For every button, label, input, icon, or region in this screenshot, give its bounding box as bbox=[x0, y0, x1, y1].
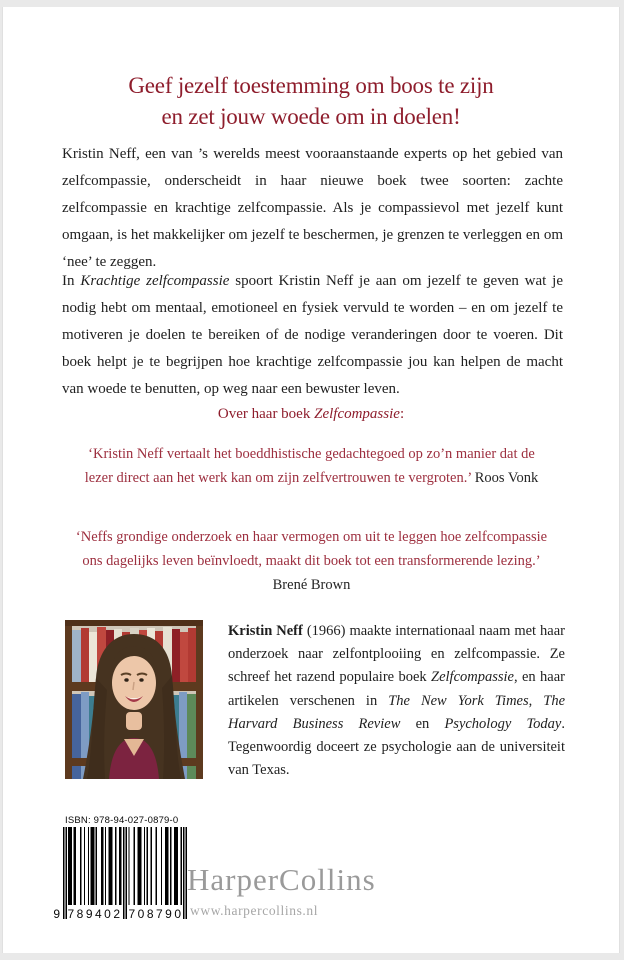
back-cover bbox=[2, 7, 620, 953]
author-bio bbox=[65, 620, 565, 782]
publisher-logo: HarperCollins bbox=[187, 862, 376, 897]
kristin-neff-portrait-graphic bbox=[65, 620, 203, 779]
author-photo bbox=[65, 620, 203, 779]
barcode-bars bbox=[63, 827, 187, 919]
publisher-website: www.harpercollins.nl bbox=[190, 903, 319, 918]
barcode-digits-left: 789402 bbox=[67, 907, 123, 921]
barcode-digit-lead: 9 bbox=[53, 907, 60, 921]
ean13-barcode bbox=[53, 827, 187, 927]
tagline-line-1: Geef jezelf toestemming om boos te zijn bbox=[128, 73, 494, 98]
book-description-paragraph: In Krachtige zelfcompassie spoort Kristin Neff je aan om jezelf te geven wat je nodig hebt om mentaal, emotioneel en fysiek vervuld te worden – en om jezelf te motiveren je doelen te bereiken of de nodige veranderingen door te voeren. Dit boek helpt je te begrijpen hoe krachtige zelfcompassie jou kan helpen de macht van woede te benutten, op weg naar een bewuster leven. bbox=[62, 273, 563, 397]
intro-paragraph: Kristin Neff, een van ’s werelds meest vooraanstaande experts op het gebied van zelfcompassie, onderscheidt in haar nieuwe boek twee soorten: zachte zelfcompassie en krachtige zelfcompassie. Als je compassievol met jezelf kunt omgaan, is het makkelijker om jezelf te beschermen, je grenzen te verleggen en om ‘nee’ te zeggen. bbox=[62, 146, 563, 270]
barcode-digits-right: 708790 bbox=[128, 907, 184, 921]
cover-tagline bbox=[3, 70, 619, 132]
review-quote-roos-vonk: ‘Kristin Neff vertaalt het boeddhistische gedachtegoed op zo’n manier dat de lezer direct aan het werk kan om zijn zelfvertrouwen te vergroten.’ Roos Vonk bbox=[84, 446, 539, 486]
author-bio-text: Kristin Neff (1966) maakte internationaal naam met haar onderzoek naar zelfontplooiing en zelfcompassie. Ze schreef het razend populaire boek Zelfcompassie, en haar artikelen verschenen in The New York Times, The Harvard Business Review en Psychology Today. Tegenwoordig doceert ze psychologie aan de universiteit van Texas. bbox=[228, 623, 565, 779]
quotes-section-title: Over haar boek Zelfcompassie: bbox=[217, 406, 405, 422]
tagline-line-2: en zet jouw woede om in doelen! bbox=[161, 104, 461, 129]
review-quote-brene-brown: ‘Neffs grondige onderzoek en haar vermogen om uit te leggen hoe zelfcompassie ons dagelijks leven beïnvloedt, maakt dit boek tot een transformerende lezing.’ Brené Brown bbox=[75, 529, 548, 593]
isbn-label: ISBN: 978-94-027-0879-0 bbox=[65, 815, 179, 826]
